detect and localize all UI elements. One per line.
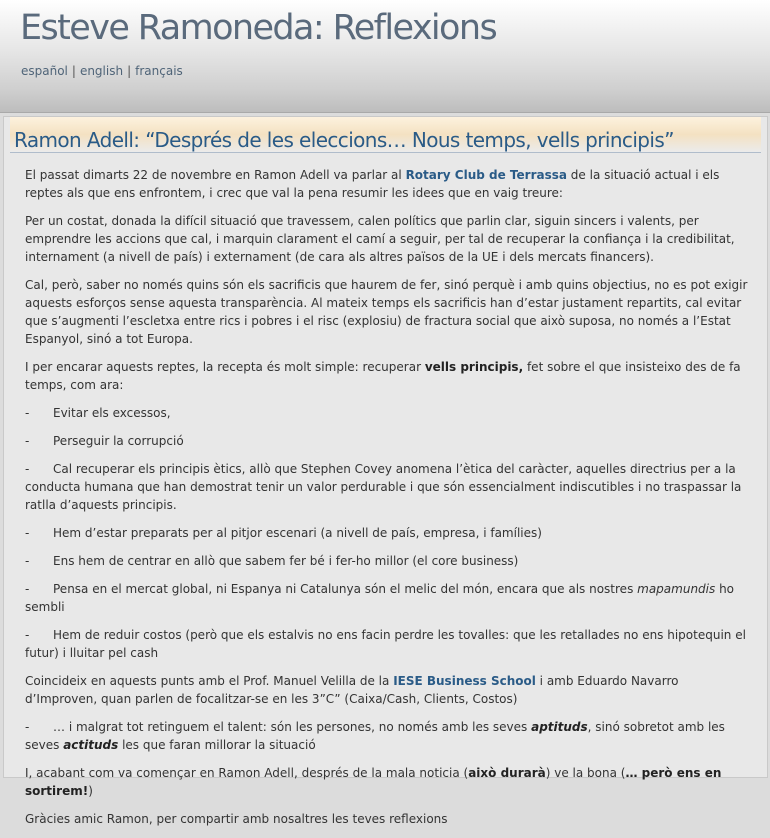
language-switcher (21, 64, 183, 78)
lang-link-french[interactable]: français (135, 64, 183, 78)
bullet-dash: - (25, 434, 30, 448)
bullet-dash: - (25, 554, 30, 568)
list-item: - Ens hem de centrar en allò que sabem fer bé i fer-ho millor (el core business) (25, 554, 519, 568)
paragraph-iese: Coincideix en aquests punts amb el Prof. Manuel Velilla de la IESE Business School i amb Eduardo Navarro d’Improven, quan parlen de focalitzar-se en les 3”C” (Caixa/Cash, Clients, Costos) (25, 674, 679, 706)
list-item: - … i malgrat tot retinguem el talent: són les persones, no només amb les seves aptituds, sinó sobretot amb les seves actituds les que faran millorar la situació (25, 720, 725, 752)
site-title[interactable]: Esteve Ramoneda: Reflexions (20, 8, 497, 48)
paragraph-principles: I per encarar aquests reptes, la recepta és molt simple: recuperar vells principis, fet sobre el que insisteixo des de fa temps, com ara: (25, 360, 741, 392)
bullet-dash: - (25, 406, 30, 420)
list-item: - Cal recuperar els principis ètics, allò que Stephen Covey anomena l’ètica del caràcter, aquelles directrius per a la conducta humana que han demostrat tenir un valor perdurable i que són essencialment indiscutibles i no traspassar la ratlla d’aquests principis. (25, 462, 742, 512)
site-header (0, 0, 770, 113)
lang-separator: | (127, 64, 132, 78)
paragraph-thanks: Gràcies amic Ramon, per compartir amb nosaltres les teves reflexions (25, 812, 448, 826)
list-item: - Hem de reduir costos (però que els estalvis no ens facin perdre les tovalles: que les retallades no ens hipotequin el futur) i lluitar pel cash (25, 628, 746, 660)
rotary-club-link[interactable]: Rotary Club de Terrassa (405, 168, 567, 182)
bold-italic-text: actituds (63, 738, 119, 752)
list-item: - Evitar els excessos, (25, 406, 171, 420)
bold-text: … però ens en sortirem! (25, 766, 722, 798)
paragraph-politicians: Per un costat, donada la difícil situació que travessem, calen polítics que parlin clar, siguin sincers i valents, per emprendre les accions que cal, i marquin clarament el camí a seguir, per tal de recuperar la confiança i la credibilitat, internament (a nivell de país) i externament (de cara als altres països de la UE i dels mercats financers). (25, 214, 735, 264)
blog-post (3, 116, 768, 826)
iese-business-school-link[interactable]: IESE Business School (393, 674, 536, 688)
list-item: - Perseguir la corrupció (25, 434, 184, 448)
paragraph-conclusion: I, acabant com va començar en Ramon Adell, després de la mala noticia (això durarà) ve la bona (… però ens en sortirem!) (25, 766, 722, 798)
lang-link-spanish[interactable]: español (21, 64, 68, 78)
paragraph-sacrifices: Cal, però, saber no només quins són els sacrificis que haurem de fer, sinó perquè i amb quins objectius, no es pot exigir aquests esforços sense aquesta transparència. Al mateix temps els sacrificis han d’estar justament repartits, cal evitar que s’augmenti l’escletxa entre rics i pobres i el risc (explosiu) de fractura social que això suposa, no només a l’Estat Espanyol, sinó a tot Europa. (25, 278, 748, 346)
post-body (25, 166, 754, 838)
bullet-dash: - (25, 582, 30, 596)
bold-text: això durarà (468, 766, 546, 780)
bullet-dash: - (25, 628, 30, 642)
bullet-dash: - (25, 526, 30, 540)
bold-text: vells principis, (424, 360, 524, 374)
post-title-bar (10, 117, 761, 153)
bold-italic-text: aptituds (531, 720, 588, 734)
lang-link-english[interactable]: english (79, 64, 124, 78)
italic-text: mapamundis (637, 582, 716, 596)
paragraph-intro: El passat dimarts 22 de novembre en Ramon Adell va parlar al Rotary Club de Terrassa de la situació actual i els reptes als que ens enfrontem, i crec que val la pena resumir les idees que en vaig treure: (25, 168, 720, 200)
bullet-dash: - (25, 720, 30, 734)
bullet-dash: - (25, 462, 30, 476)
lang-separator: | (71, 64, 76, 78)
list-item: - Pensa en el mercat global, ni Espanya ni Catalunya són el melic del món, encara que als nostres mapamundis ho sembli (25, 582, 735, 614)
list-item: - Hem d’estar preparats per al pitjor escenari (a nivell de país, empresa, i famílies) (25, 526, 542, 540)
post-title[interactable]: Ramon Adell: “Després de les eleccions… Nous temps, vells principis” (14, 128, 674, 152)
